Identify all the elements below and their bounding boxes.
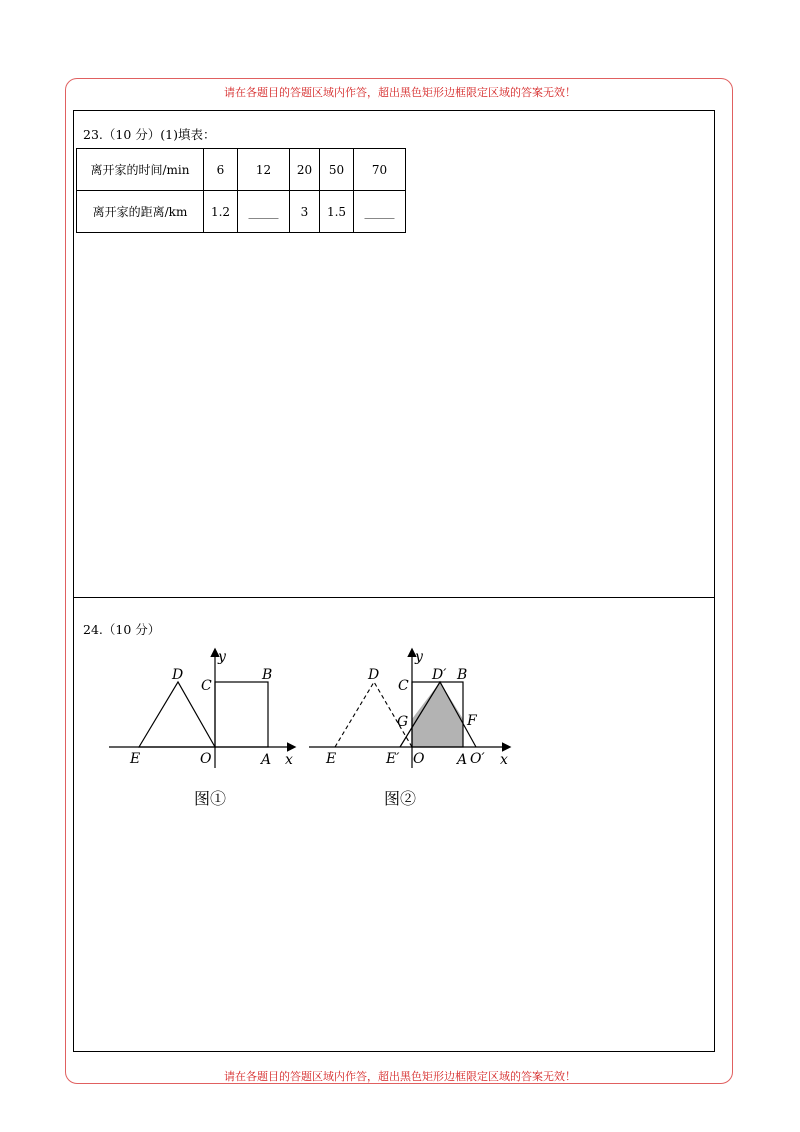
label-g: G [397,714,409,730]
table-cell: 6 [204,149,238,191]
answer-box-q24 [73,597,715,1052]
blank-cell[interactable]: _____ [238,191,290,233]
table-cell: 1.5 [320,191,354,233]
label-o: O [200,751,212,767]
rectangle-oabc [215,682,268,747]
label-d: D [172,667,184,683]
label-e: E [326,751,337,767]
label-e: E [130,751,141,767]
table-cell: 1.2 [204,191,238,233]
label-f: F [467,713,477,729]
blank-cell[interactable]: _____ [354,191,406,233]
answer-box-q23 [73,110,715,598]
table-cell: 70 [354,149,406,191]
figure-2 [304,646,514,771]
label-b: B [457,667,468,683]
row2-header: 离开家的距离/km [77,191,204,233]
figure-1 [104,646,304,771]
label-d-prime: D′ [432,667,447,683]
label-b: B [262,667,273,683]
figure-2-caption: 图② [384,789,417,808]
label-x: x [500,752,508,768]
q24-title: 24.（10 分） [83,622,161,637]
label-o-prime: O′ [470,751,485,767]
table-row [77,149,406,191]
label-y: y [218,649,226,665]
table-cell: 20 [290,149,320,191]
table-row [77,191,406,233]
label-e-prime: E′ [386,751,400,767]
label-a: A [457,752,468,768]
table-cell: 50 [320,149,354,191]
figure-1-caption: 图① [194,789,227,808]
table-cell: 3 [290,191,320,233]
warning-top: 请在各题目的答题区域内作答，超出黑色矩形边框限定区域的答案无效！ [224,86,576,99]
label-c: C [201,678,212,694]
label-y: y [415,649,423,665]
q23-fill-table [76,148,406,233]
label-d: D [368,667,380,683]
warning-bottom: 请在各题目的答题区域内作答，超出黑色矩形边框限定区域的答案无效！ [224,1070,576,1083]
label-a: A [261,752,272,768]
row1-header: 离开家的时间/min [77,149,204,191]
label-o: O [413,751,425,767]
table-cell: 12 [238,149,290,191]
label-x: x [285,752,293,768]
q23-title: 23.（10 分）(1)填表： [83,127,216,142]
label-c: C [398,678,409,694]
